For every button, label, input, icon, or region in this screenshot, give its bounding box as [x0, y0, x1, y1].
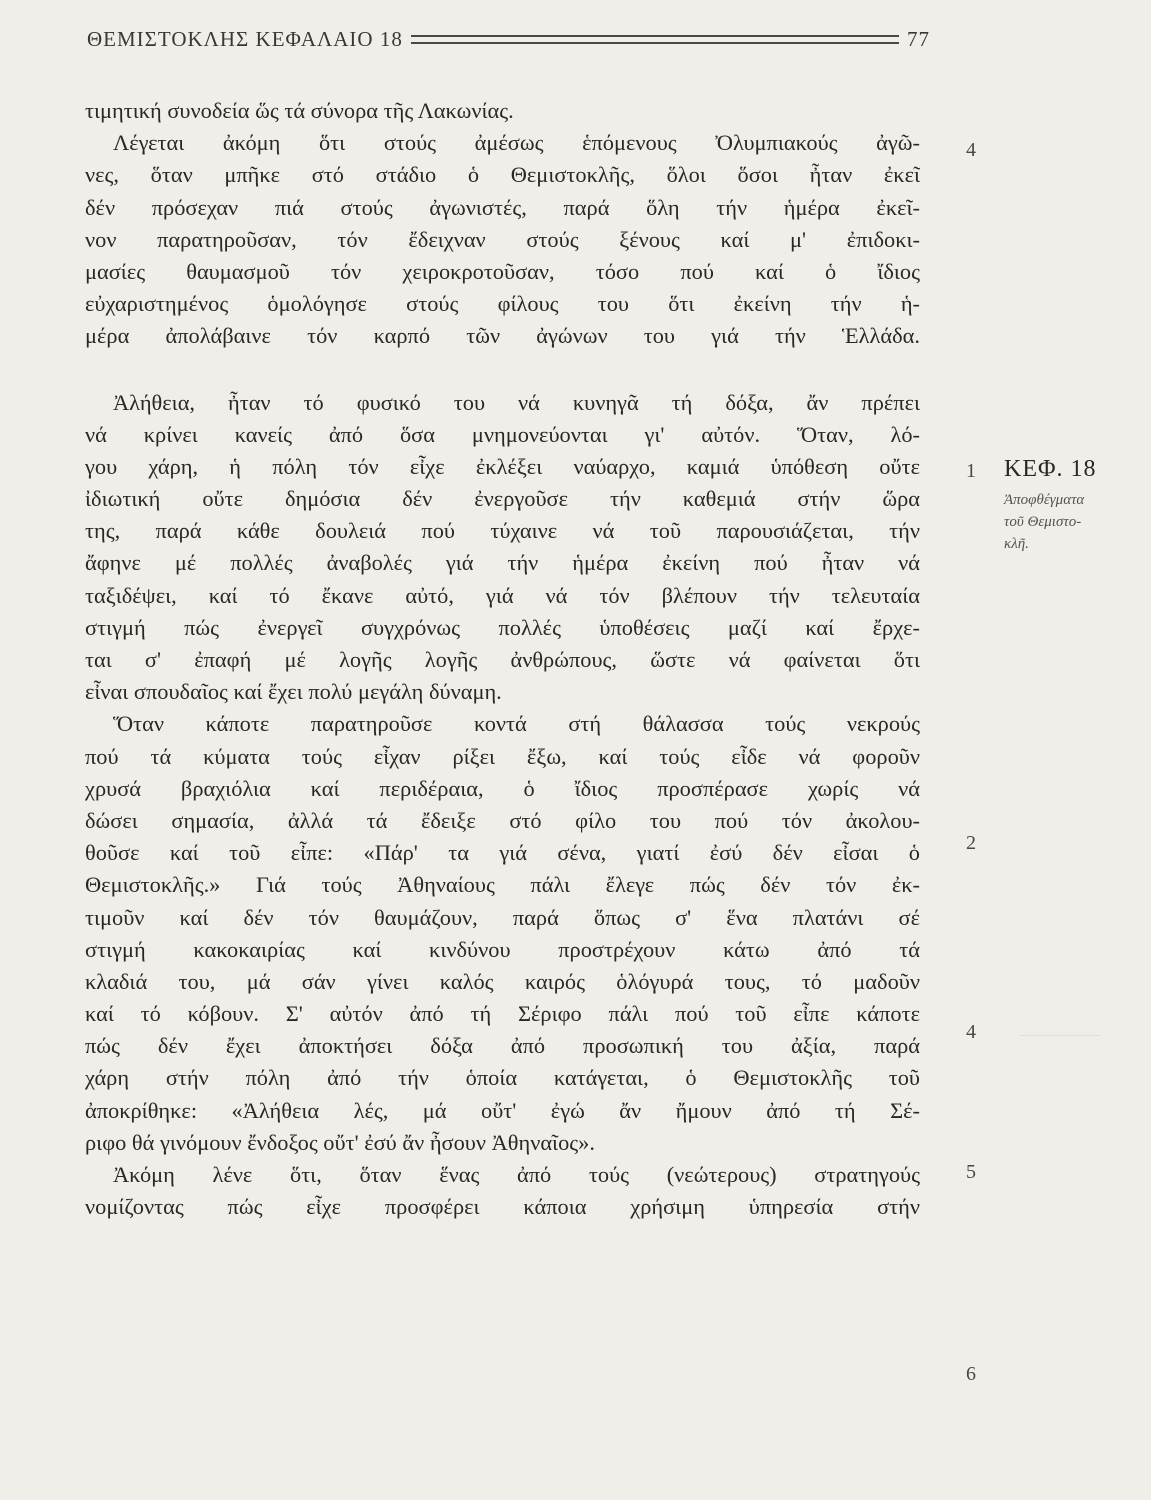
- section-number: 6: [966, 1363, 976, 1385]
- chapter-subtitle-line: κλῆ.: [1004, 536, 1029, 552]
- text-line: Ἀκόμη λένε ὅτι, ὅταν ἕνας ἀπό τούς (νεώτερους) στρατηγούς: [113, 1162, 920, 1187]
- section-number: 4: [966, 1021, 976, 1043]
- text-line: καί τό κόβουν. Σ' αὐτόν ἀπό τή Σέριφο πάλι πού τοῦ εἶπε κάποτε: [85, 1001, 920, 1027]
- text-line: μέρα ἀπολάβαινε τόν καρπό τῶν ἀγώνων του γιά τήν Ἑλλάδα.: [85, 323, 920, 349]
- text-line: Ἀλήθεια, ἦταν τό φυσικό του νά κυνηγᾶ τή δόξα, ἄν πρέπει: [113, 389, 920, 415]
- text-line: στιγμή κακοκαιρίας καί κινδύνου προστρέχουν κάτω ἀπό τά: [85, 936, 920, 962]
- text-line: νον παρατηροῦσαν, τόν ἔδειχναν στούς ξένους καί μ' ἐπιδοκι-: [85, 226, 920, 252]
- text-line: πού τά κύματα τούς εἶχαν ρίξει ἔξω, καί τούς εἶδε νά φοροῦν: [85, 743, 920, 769]
- section-number: 1: [966, 460, 976, 482]
- text-line: τιμοῦν καί δέν τόν θαυμάζουν, παρά ὅπως σ' ἕνα πλατάνι σέ: [85, 904, 920, 930]
- text-line: χρυσά βραχιόλια καί περιδέραια, ὁ ἴδιος προσπέρασε χωρίς νά: [85, 775, 920, 801]
- text-line: εὐχαριστημένος ὁμολόγησε στούς φίλους του ὅτι ἐκείνη τήν ἡ-: [85, 291, 920, 317]
- chapter-subtitle-line: Ἀποφθέγματα: [1004, 492, 1085, 508]
- text-line: νομίζοντας πώς εἶχε προσφέρει κάποια χρήσιμη ὑπηρεσία στήν: [85, 1194, 920, 1220]
- header-rule: [411, 35, 899, 44]
- text-line: εἶναι σπουδαῖος καί ἔχει πολύ μεγάλη δύναμη.: [85, 679, 502, 705]
- text-line: ται σ' ἐπαφή μέ λογῆς λογῆς ἀνθρώπους, ὥστε νά φαίνεται ὅτι: [85, 647, 920, 672]
- text-line: ἄφηνε μέ πολλές ἀναβολές γιά τήν ἡμέρα ἐκείνη πού ἦταν νά: [85, 550, 920, 576]
- text-line: θοῦσε καί τοῦ εἶπε: «Πάρ' τα γιά σένα, γιατί ἐσύ δέν εἶσαι ὁ: [85, 840, 920, 866]
- running-title: ΘΕΜΙΣΤΟΚΛΗΣ ΚΕΦΑΛΑΙΟ 18: [87, 26, 403, 51]
- text-line: πώς δέν ἔχει ἀποκτήσει δόξα ἀπό προσωπική του ἀξία, παρά: [85, 1033, 920, 1059]
- text-line: Ὅταν κάποτε παρατηροῦσε κοντά στή θάλασσα τούς νεκρούς: [113, 711, 920, 737]
- text-line: γου χάρη, ἡ πόλη τόν εἶχε ἐκλέξει ναύαρχο, καμιά ὑπόθεση οὔτε: [85, 453, 920, 479]
- section-number: 4: [966, 139, 976, 161]
- running-header: [87, 24, 930, 54]
- text-line: κλαδιά του, μά σάν γίνει καλός καιρός ὁλόγυρά τους, τό μαδοῦν: [85, 968, 920, 994]
- section-number: 5: [966, 1161, 976, 1183]
- page-number: 77: [907, 26, 930, 51]
- chapter-subtitle-line: τοῦ Θεμιστο-: [1004, 514, 1082, 530]
- text-line: νες, ὅταν μπῆκε στό στάδιο ὁ Θεμιστοκλῆς, ὅλοι ὅσοι ἦταν ἐκεῖ: [85, 162, 920, 188]
- bleed-through-shadow: [1020, 1035, 1100, 1066]
- chapter-subtitle: [1004, 489, 1144, 555]
- body-text: [85, 95, 920, 1223]
- text-line: ἰδιωτική οὔτε δημόσια δέν ἐνεργοῦσε τήν καθεμιά στήν ὥρα: [85, 486, 920, 512]
- section-number: 2: [966, 832, 976, 854]
- text-line: τιμητική συνοδεία ὥς τά σύνορα τῆς Λακωνίας.: [85, 98, 514, 123]
- text-line: ἀποκρίθηκε: «Ἀλήθεια λές, μά οὔτ' ἐγώ ἄν ἤμουν ἀπό τή Σέ-: [85, 1097, 920, 1123]
- text-line: ριφο θά γινόμουν ἔνδοξος οὔτ' ἐσύ ἄν ἦσουν Ἀθηναῖος».: [85, 1129, 595, 1155]
- text-line: δέν πρόσεχαν πιά στούς ἀγωνιστές, παρά ὅλη τήν ἡμέρα ἐκεῖ-: [85, 194, 920, 220]
- chapter-margin-heading: [1004, 456, 1144, 555]
- text-line: χάρη στήν πόλη ἀπό τήν ὁποία κατάγεται, ὁ Θεμιστοκλῆς τοῦ: [85, 1065, 920, 1091]
- text-line: νά κρίνει κανείς ἀπό ὅσα μνημονεύονται γι' αὐτόν. Ὅταν, λό-: [85, 421, 920, 447]
- text-line: δώσει σημασία, ἀλλά τά ἔδειξε στό φίλο του πού τόν ἀκολου-: [85, 807, 920, 833]
- text-line: ταξιδέψει, καί τό ἔκανε αὐτό, γιά νά τόν βλέπουν τήν τελευταία: [85, 582, 920, 608]
- text-line: της, παρά κάθε δουλειά πού τύχαινε νά τοῦ παρουσιάζεται, τήν: [85, 518, 920, 544]
- text-line: Λέγεται ἀκόμη ὅτι στούς ἀμέσως ἑπόμενους Ὀλυμπιακούς ἀγῶ-: [113, 130, 920, 156]
- paragraph-gap: [85, 353, 920, 387]
- chapter-heading: ΚΕΦ. 18: [1004, 456, 1097, 482]
- text-line: μασίες θαυμασμοῦ τόν χειροκροτοῦσαν, τόσο πού καί ὁ ἴδιος: [85, 258, 920, 284]
- text-line: στιγμή πώς ἐνεργεῖ συγχρόνως πολλές ὑποθέσεις μαζί καί ἔρχε-: [85, 614, 920, 640]
- text-line: Θεμιστοκλῆς.» Γιά τούς Ἀθηναίους πάλι ἔλεγε πώς δέν τόν ἐκ-: [85, 872, 920, 898]
